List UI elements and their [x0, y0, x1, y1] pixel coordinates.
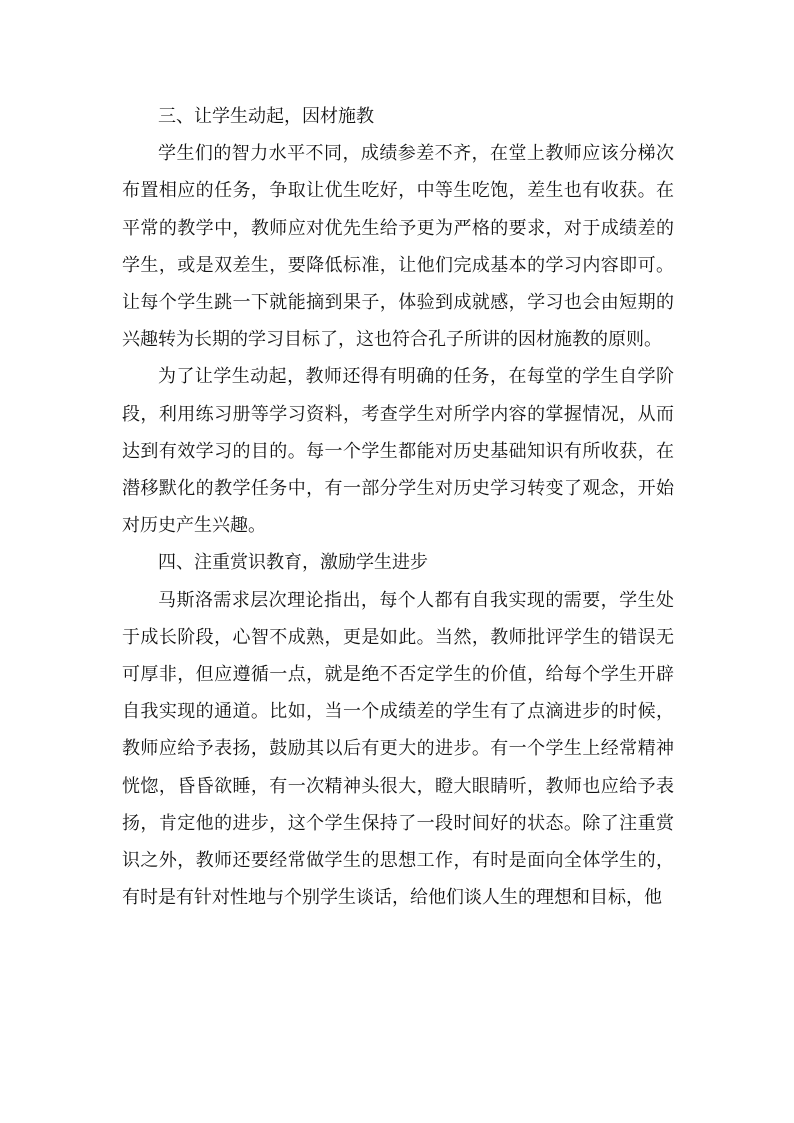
section-heading-four: 四、注重赏识教育，激励学生进步 [158, 552, 428, 574]
section-heading-three: 三、让学生动起，因材施教 [158, 106, 374, 127]
body-paragraph: 学生们的智力水平不同，成绩参差不齐，在堂上教师应该分梯次布置相应的任务，争取让优生吃好，中等生吃饱，差生也有收获。在平常的教学中，教师应对优先生给予更为严格的要求，对于成绩差的学生，或是双差生，要降低标准，让他们完成基本的学习内容即可。让每个学生跳一下就能摘到果子，体验到成就感，学习也会由短期的兴趣转为长期的学习目标了，这也符合孔子所讲的因材施教的原则。 [122, 143, 674, 351]
body-paragraph: 马斯洛需求层次理论指出，每个人都有自我实现的需要，学生处于成长阶段，心智不成熟，更是如此。当然，教师批评学生的错误无可厚非，但应遵循一点，就是绝不否定学生的价值，给每个学生开辟自我实现的通道。比如，当一个成绩差的学生有了点滴进步的时候，教师应给予表扬，鼓励其以后有更大的进步。有一个学生上经常精神恍惚，昏昏欲睡，有一次精神头很大，瞪大眼睛听，教师也应给予表扬，肯定他的进步，这个学生保持了一段时间好的状态。除了注重赏识之外，教师还要经常做学生的思想工作，有时是面向全体学生的，有时是有针对性地与个别学生谈话，给他们谈人生的理想和目标，他 [122, 589, 674, 909]
body-paragraph: 为了让学生动起，教师还得有明确的任务，在每堂的学生自学阶段，利用练习册等学习资料，考查学生对所学内容的掌握情况，从而达到有效学习的目的。每一个学生都能对历史基础知识有所收获，在潜移默化的教学任务中，有一部分学生对历史学习转变了观念，开始对历史产生兴趣。 [122, 366, 674, 537]
document-body [122, 98, 674, 916]
